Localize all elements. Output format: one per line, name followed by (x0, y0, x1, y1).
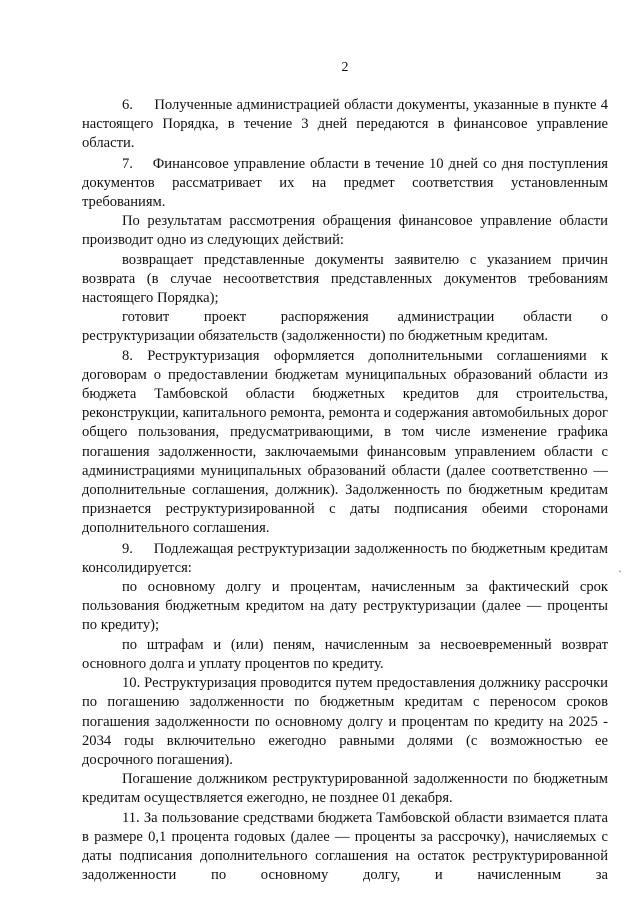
paragraph-prepare-order: готовит проект распоряжения администрации области о реструктуризации обязательств (задолженности) по бюджетным кредитам. (82, 309, 608, 345)
paragraph-11: 11. За пользование средствами бюджета Тамбовской области взимается плата в размере 0,1 процента годовых (далее — проценты за рассрочку), начисляемых с даты подписания дополнительного соглашения на остаток реструктурированной задолженности по основному долгу, и начисленным за (82, 809, 608, 884)
paragraph-return-documents: возвращает представленные документы заявителю с указанием причин возврата (в случае несоответствия представленных документов требованиям настоящего Порядка); (82, 251, 608, 307)
paragraph-repayment-deadline: Погашение должником реструктурированной задолженности по бюджетным кредитам осуществляется ежегодно, не позднее 01 декабря. (82, 771, 608, 807)
page-number: 2 (341, 60, 349, 75)
paragraph-6: 6. Полученные администрацией области документы, указанные в пункте 4 настоящего Порядка, в течение 3 дней передаются в финансовое управление области. (82, 97, 608, 152)
paragraph-9: 9. Подлежащая реструктуризации задолженность по бюджетным кредитам консолидируется: (82, 540, 608, 576)
paragraph-fines-penalties: по штрафам и (или) пеням, начисленным за несвоевременный возврат основного долга и уплату процентов по кредиту. (82, 636, 608, 672)
margin-mark: ` (618, 568, 622, 582)
paragraph-review-results: По результатам рассмотрения обращения финансовое управление области производит одно из следующих действий: (82, 213, 608, 249)
paragraph-8: 8. Реструктуризация оформляется дополнительными соглашениями к договорам о предоставлении бюджетам муниципальных образований области из бюджета Тамбовской области бюджетных кредитов для строительства, реконструкции, капитального ремонта, ремонта и содержания автомобильных дорог общего пользования, предусматривающими, в том числе изменение графика погашения задолженности, заключаемыми финансовым управлением области с администрациями муниципальных образований области (далее соответственно — дополнительные соглашения, должник). Задолженность по бюджетным кредитам признается реструктуризированной с даты подписания обеими сторонами дополнительного соглашения. (82, 347, 608, 537)
paragraph-10: 10. Реструктуризация проводится путем предоставления должнику рассрочки по погашению задолженности по бюджетным кредитам с переносом сроков погашения задолженности по основному долгу и процентам по кредиту на 2025 - 2034 годы включительно ежегодно равными долями (с возможностью ее досрочного погашения). (82, 675, 608, 768)
paragraph-7: 7. Финансовое управление области в течение 10 дней со дня поступления документов рассматривает их на предмет соответствия установленным требованиям. (82, 155, 608, 211)
paragraph-principal-interest: по основному долгу и процентам, начисленным за фактический срок пользования бюджетным кредитом на дату реструктуризации (далее — проценты по кредиту); (82, 579, 608, 634)
